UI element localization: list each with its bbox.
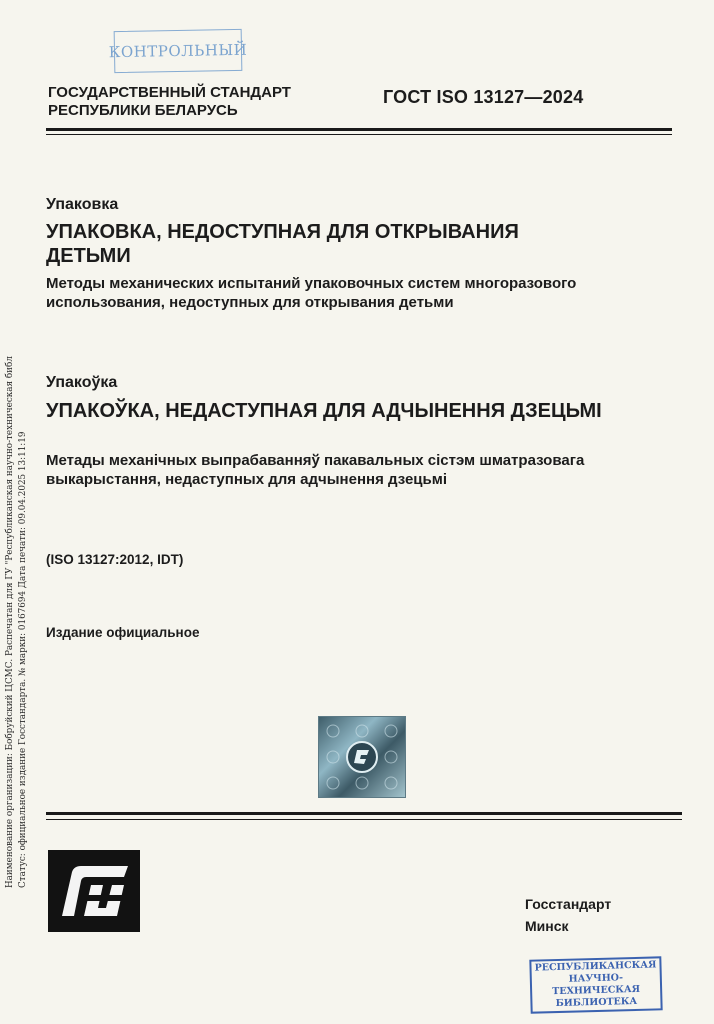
publisher-name: Госстандарт	[525, 896, 612, 912]
iso-reference: (ISO 13127:2012, IDT)	[46, 552, 184, 567]
russian-category: Упаковка	[46, 196, 119, 213]
organization-line-1: ГОСУДАРСТВЕННЫЙ СТАНДАРТ	[48, 84, 291, 101]
print-metadata-line-2: Статус: официальное издание Госстандарта. № марки: 0167694 Дата печати: 09.04.2025 13:11:19	[18, 431, 28, 888]
hologram-security-icon	[318, 716, 406, 798]
publisher-city: Минск	[525, 918, 569, 934]
standard-organization	[48, 84, 291, 120]
print-metadata-note	[4, 268, 30, 888]
library-stamp	[529, 956, 662, 1013]
library-stamp-line-1: РЕСПУБЛИКАНСКАЯ	[534, 959, 657, 974]
russian-subtitle: Методы механических испытаний упаковочных систем многоразового использования, недоступных для открывания детьми	[46, 275, 577, 311]
control-stamp: КОНТРОЛЬНЫЙ	[114, 29, 243, 73]
organization-line-2: РЕСПУБЛИКИ БЕЛАРУСЬ	[48, 102, 238, 119]
library-stamp-line-3: БИБЛИОТЕКА	[555, 995, 638, 1010]
russian-title: УПАКОВКА, НЕДОСТУПНАЯ ДЛЯ ОТКРЫВАНИЯ ДЕТЬМИ	[46, 221, 519, 267]
header-rule-thick	[46, 128, 672, 131]
gosstandart-logo-icon	[48, 850, 140, 932]
print-metadata-line-1: Наименование организации: Бобруйский ЦСМС. Распечатан для ГУ "Республиканская научно-техническая библ	[5, 356, 15, 888]
footer-rule-thick	[46, 812, 682, 815]
belarusian-subtitle: Метады механічных выпрабаванняў пакавальных сістэм шматразовага выкарыстання, недаступных для адчынення дзецьмі	[46, 452, 585, 488]
belarusian-category: Упакоўка	[46, 374, 118, 391]
edition-label: Издание официальное	[46, 625, 200, 640]
header-rule-thin	[46, 134, 672, 135]
belarusian-title: УПАКОЎКА, НЕДАСТУПНАЯ ДЛЯ АДЧЫНЕННЯ ДЗЕЦЬМІ	[46, 400, 602, 422]
footer-rule-thin	[46, 819, 682, 820]
library-stamp-line-2: НАУЧНО-ТЕХНИЧЕСКАЯ	[552, 972, 641, 998]
standard-code: ГОСТ ISO 13127—2024	[383, 87, 584, 107]
